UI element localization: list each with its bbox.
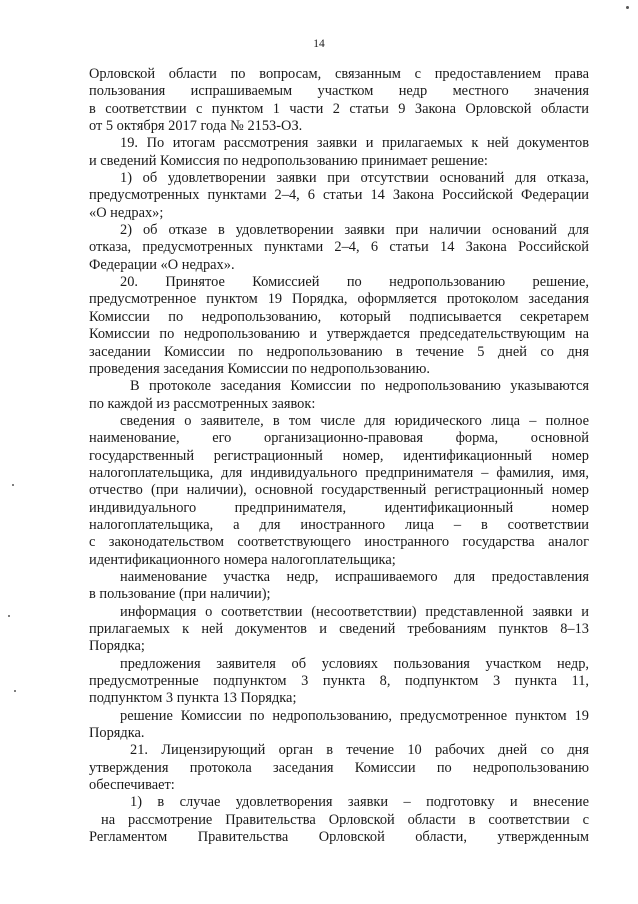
text-line: наименование участка недр, испрашиваемого для предоставления <box>120 568 589 585</box>
text-line: заседании Комиссии по недропользованию в течение 5 дней со дня <box>89 343 589 360</box>
text-line: Орловской области по вопросам, связанным с предоставлением права <box>89 66 589 82</box>
text-line: прилагаемых к ней документов и сведений требованиям пунктов 8–13 <box>89 621 589 637</box>
text-line: идентификационного номера налогоплательщика; <box>89 551 396 568</box>
text-line: и сведений Комиссия по недропользованию принимает решение: <box>89 152 488 169</box>
text-line: на рассмотрение Правительства Орловской области в соответствии с <box>101 811 589 828</box>
text-line: Комиссии по недропользованию и утверждается председательствующим на <box>89 326 589 343</box>
text-line: обеспечивает: <box>89 777 175 794</box>
body-text <box>89 66 589 846</box>
text-line: 19. По итогам рассмотрения заявки и прилагаемых к ней документов <box>120 135 589 152</box>
text-line: Комиссии по недропользованию, который подписывается секретарем <box>89 308 589 325</box>
scan-speck <box>626 6 629 9</box>
text-line: 21. Лицензирующий орган в течение 10 рабочих дней со дня <box>130 742 589 759</box>
text-line: проведения заседания Комиссии по недропользованию. <box>89 360 430 377</box>
scan-speck <box>8 615 10 617</box>
text-line: Федерации «О недрах». <box>89 256 235 273</box>
text-line: «О недрах»; <box>89 204 164 221</box>
page-number: 14 <box>313 38 325 50</box>
text-line: отчество (при наличии), основной государственный регистрационный номер <box>89 482 589 499</box>
text-line: 2) об отказе в удовлетворении заявки при наличии оснований для <box>120 222 589 239</box>
text-line: В протоколе заседания Комиссии по недропользованию указываются <box>130 378 589 395</box>
text-line: 1) об удовлетворении заявки при отсутствии оснований для отказа, <box>120 170 589 187</box>
text-line: Порядка. <box>89 725 145 742</box>
text-line: 1) в случае удовлетворения заявки – подготовку и внесение <box>130 794 589 811</box>
text-line: в соответствии с пунктом 1 части 2 статьи 9 Закона Орловской области <box>89 100 589 117</box>
scan-speck <box>12 484 14 486</box>
text-line: от 5 октября 2017 года № 2153-ОЗ. <box>89 118 303 135</box>
text-line: налогоплательщика, а для иностранного лица – в соответствии <box>89 516 589 533</box>
text-line: информация о соответствии (несоответствии) представленной заявки и <box>120 603 589 620</box>
text-line: по каждой из рассмотренных заявок: <box>89 395 316 412</box>
text-line: с законодательством соответствующего иностранного государства аналог <box>89 534 589 551</box>
text-line: индивидуального предпринимателя, идентификационный номер <box>89 499 589 516</box>
text-line: Регламентом Правительства Орловской области, утвержденным <box>89 829 589 846</box>
text-line: решение Комиссии по недропользованию, предусмотренное пунктом 19 <box>120 707 589 724</box>
text-line: подпунктом 3 пункта 13 Порядка; <box>89 690 297 707</box>
text-line: предусмотренных пунктами 2–4, 6 статьи 14 Закона Российской Федерации <box>89 187 589 204</box>
text-line: утверждения протокола заседания Комиссии по недропользованию <box>89 759 589 776</box>
text-line: пользования испрашиваемым участком недр местного значения <box>89 83 589 100</box>
text-line: предложения заявителя об условиях пользования участком недр, <box>120 655 589 672</box>
text-line: в пользование (при наличии); <box>89 586 271 603</box>
scan-speck <box>14 690 16 692</box>
text-line: государственный регистрационный номер, идентификационный номер <box>89 447 589 464</box>
text-line: сведения о заявителе, в том числе для юридического лица – полное <box>120 412 589 429</box>
text-line: 20. Принятое Комиссией по недропользованию решение, <box>120 274 589 291</box>
text-line: отказа, предусмотренных пунктами 2–4, 6 статьи 14 Закона Российской <box>89 239 589 256</box>
text-line: налогоплательщика, для индивидуального предпринимателя – фамилия, имя, <box>89 464 589 481</box>
text-line: предусмотренное пунктом 19 Порядка, оформляется протоколом заседания <box>89 291 589 308</box>
text-line: Порядка; <box>89 638 145 655</box>
text-line: предусмотренные подпунктом 3 пункта 8, подпунктом 3 пункта 11, <box>89 673 589 690</box>
text-line: наименование, его организационно-правовая форма, основной <box>89 430 589 447</box>
